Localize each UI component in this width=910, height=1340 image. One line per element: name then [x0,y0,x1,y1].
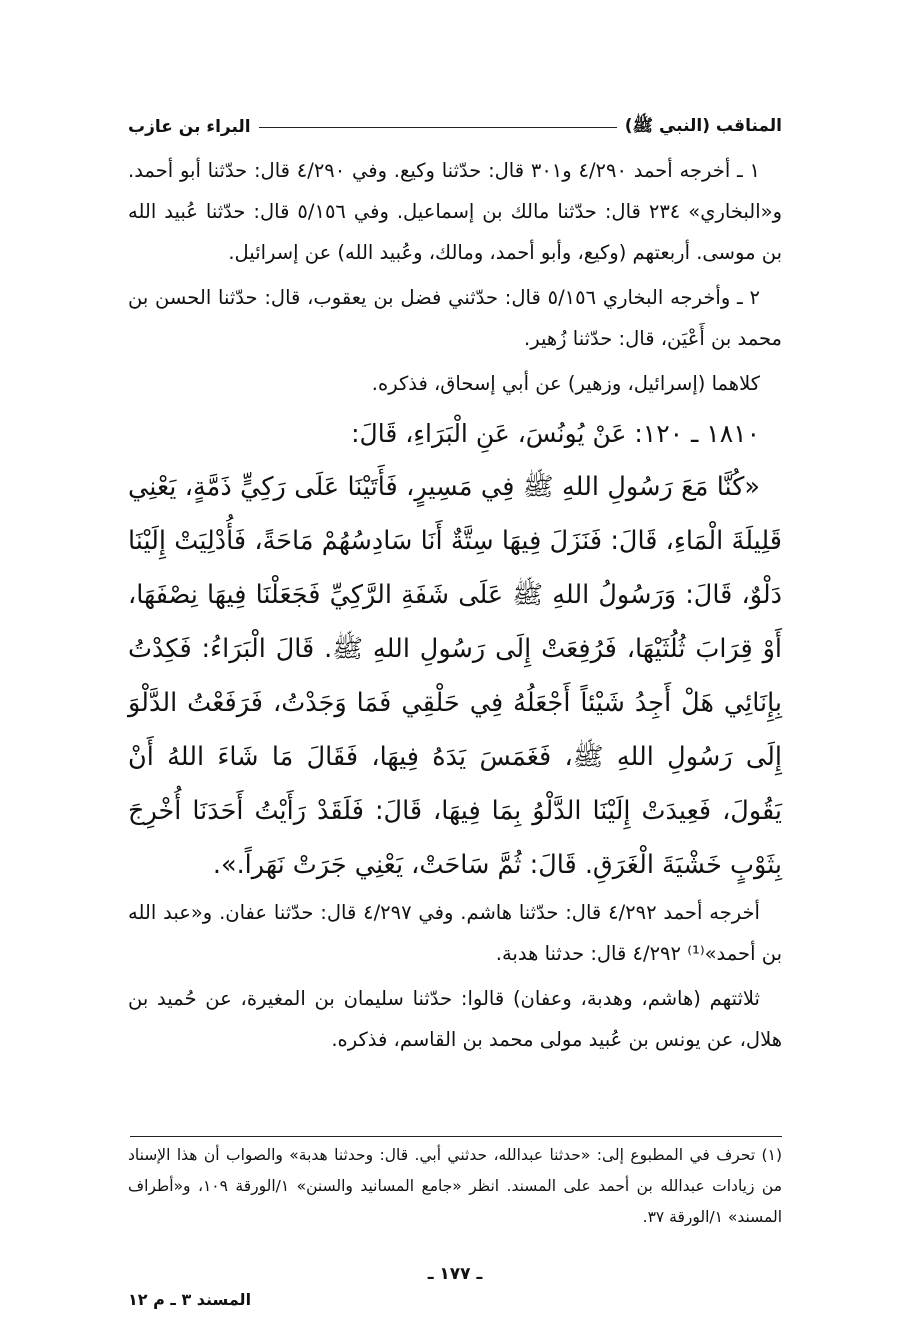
takhrij-summary: كلاهما (إسرائيل، وزهير) عن أبي إسحاق، فذكره. [371,372,760,395]
footnote: (١) تحرف في المطبوع إلى: «حدثنا عبدالله، حدثني أبي. قال: وحدثنا هدبة» والصواب أن هذا الإسناد من زيادات عبدالله بن أحمد على المسند. انظر «جامع المسانيد والسنن» ١/الورقة ١٠٩، و«أطراف المسند» ١/الورقة ٣٧. [128,1146,783,1226]
hadith-heading: ١٨١٠ ـ ١٢٠: عَنْ يُونُسَ، عَنِ الْبَرَاءِ، قَالَ: [351,419,760,448]
takhrij-paragraph-3: أخرجه أحمد ٤/٢٩٢ قال: حدّثنا هاشم. وفي ٤/٢٩٧ قال: حدّثنا عفان. و«عبد الله بن أحمد»⁽¹⁾ ٤/٢٩٢ قال: حدثنا هدبة. [128,901,782,965]
takhrij-paragraph-1: ١ ـ أخرجه أحمد ٤/٢٩٠ و٣٠١ قال: حدّثنا وكيع. وفي ٤/٢٩٠ قال: حدّثنا أبو أحمد. و«البخاري» ٢٣٤ قال: حدّثنا مالك بن إسماعيل. وفي ٥/١٥٦ قال: حدّثنا عُبيد الله بن موسى. أربعتهم (وكيع، وأبو أحمد، ومالك، وعُبيد الله) عن إسرائيل. [128,159,783,264]
printer-signature: المسند ٣ ـ م ١٢ [128,1290,252,1309]
header-chapter-title: المناقب (النبي ﷺ) [624,115,782,136]
takhrij-paragraph-4: ثلاثتهم (هاشم، وهدبة، وعفان) قالوا: حدّثنا سليمان بن المغيرة، عن حُميد بن هلال، عن يونس بن عُبيد مولى محمد بن القاسم، فذكره. [128,987,782,1051]
page-number: ـ ١٧٧ ـ [427,1264,483,1284]
footnote-divider [130,1136,782,1137]
header-section-title: البراء بن عازب [128,117,251,137]
hadith-text: «كُنَّا مَعَ رَسُولِ اللهِ ﷺ فِي مَسِيرٍ، فَأَتَيْنَا عَلَى رَكِيٍّ ذَمَّةٍ، يَعْنِي قَلِيلَةَ الْمَاءِ، قَالَ: فَنَزَلَ فِيهَا سِتَّةٌ أَنَا سَادِسُهُمْ مَاحَةً، فَأُدْلِيَتْ إِلَيْنَا دَلْوٌ، قَالَ: وَرَسُولُ اللهِ ﷺ عَلَى شَفَةِ الرَّكِيِّ فَجَعَلْنَا فِيهَا نِصْفَهَا، أَوْ قِرَابَ ثُلُثَيْهَا، فَرُفِعَتْ إِلَى رَسُولِ اللهِ ﷺ. قَالَ الْبَرَاءُ: فَكِدْتُ بِإِنَائِي هَلْ أَجِدُ شَيْئاً أَجْعَلُهُ فِي حَلْقِي فَمَا وَجَدْتُ، فَرَفَعْتُ الدَّلْوَ إِلَى رَسُولِ اللهِ ﷺ، فَغَمَسَ يَدَهُ فِيهَا، فَقَالَ مَا شَاءَ اللهُ أَنْ يَقُولَ، فَعِيدَتْ إِلَيْنَا الدَّلْوُ بِمَا فِيهَا، قَالَ: فَلَقَدْ رَأَيْتُ أَحَدَنَا أُخْرِجَ بِثَوْبٍ خَشْيَةَ الْغَرَقِ. قَالَ: ثُمَّ سَاحَتْ، يَعْنِي جَرَتْ نَهَراً.». [128,472,782,880]
takhrij-paragraph-2: ٢ ـ وأخرجه البخاري ٥/١٥٦ قال: حدّثني فضل بن يعقوب، قال: حدّثنا الحسن بن محمد بن أَعْيَن، قال: حدّثنا زُهير. [128,286,782,350]
main-text [128,150,782,1060]
running-header [128,112,782,142]
header-rule [259,127,617,128]
